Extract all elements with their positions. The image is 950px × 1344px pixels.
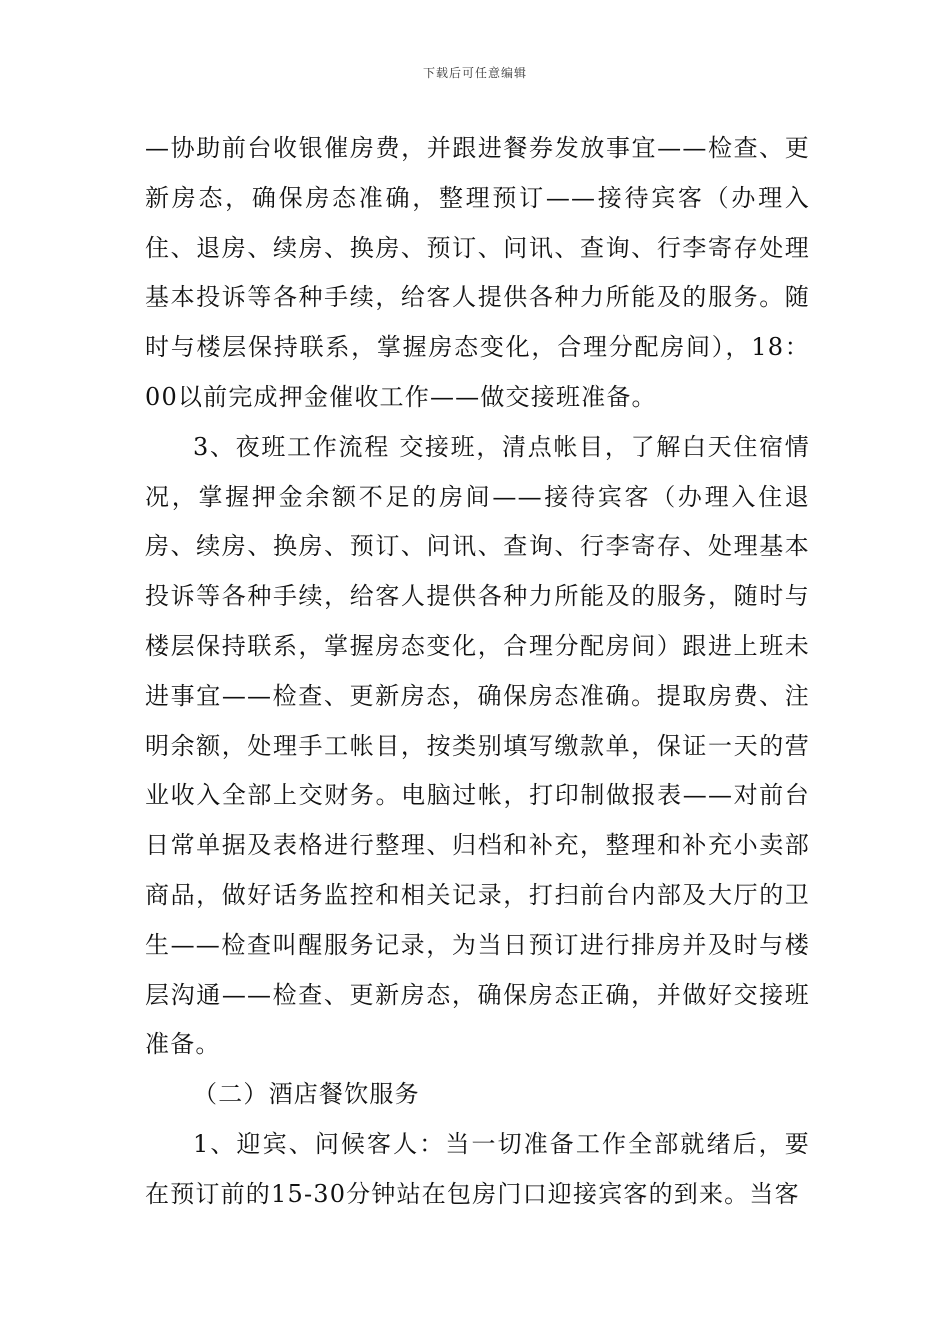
document-body bbox=[145, 124, 810, 1220]
page-header: 下载后可任意编辑 bbox=[422, 66, 527, 80]
paragraph-greeting-guests: 1、迎宾、问候客人：当一切准备工作全部就绪后，要在预订前的15-30分钟站在包房门口迎接宾客的到来。当客 bbox=[145, 1129, 810, 1208]
section-heading-catering-service: （二）酒店餐饮服务 bbox=[193, 1080, 420, 1109]
paragraph-front-desk-duties: —协助前台收银催房费，并跟进餐券发放事宜——检查、更新房态，确保房态准确，整理预订——接待宾客（办理入住、退房、续房、换房、预订、问讯、查询、行李寄存处理基本投诉等各种手续，给客人提供各种力所能及的服务。随时与楼层保持联系，掌握房态变化，合理分配房间），18：00以前完成押金催收工作——做交接班准备。 bbox=[145, 134, 810, 411]
paragraph-night-shift-workflow: 3、夜班工作流程 交接班，清点帐目，了解白天住宿情况，掌握押金余额不足的房间——接待宾客（办理入住退房、续房、换房、预订、问讯、查询、行李寄存、处理基本投诉等各种手续，给客人提供各种力所能及的服务，随时与楼层保持联系，掌握房态变化，合理分配房间）跟进上班未进事宜——检查、更新房态，确保房态准确。提取房费、注明余额，处理手工帐目，按类别填写缴款单，保证一天的营业收入全部上交财务。电脑过帐，打印制做报表——对前台日常单据及表格进行整理、归档和补充，整理和补充小卖部商品，做好话务监控和相关记录，打扫前台内部及大厅的卫生——检查叫醒服务记录，为当日预订进行排房并及时与楼层沟通——检查、更新房态，确保房态正确，并做好交接班准备。 bbox=[145, 432, 810, 1059]
